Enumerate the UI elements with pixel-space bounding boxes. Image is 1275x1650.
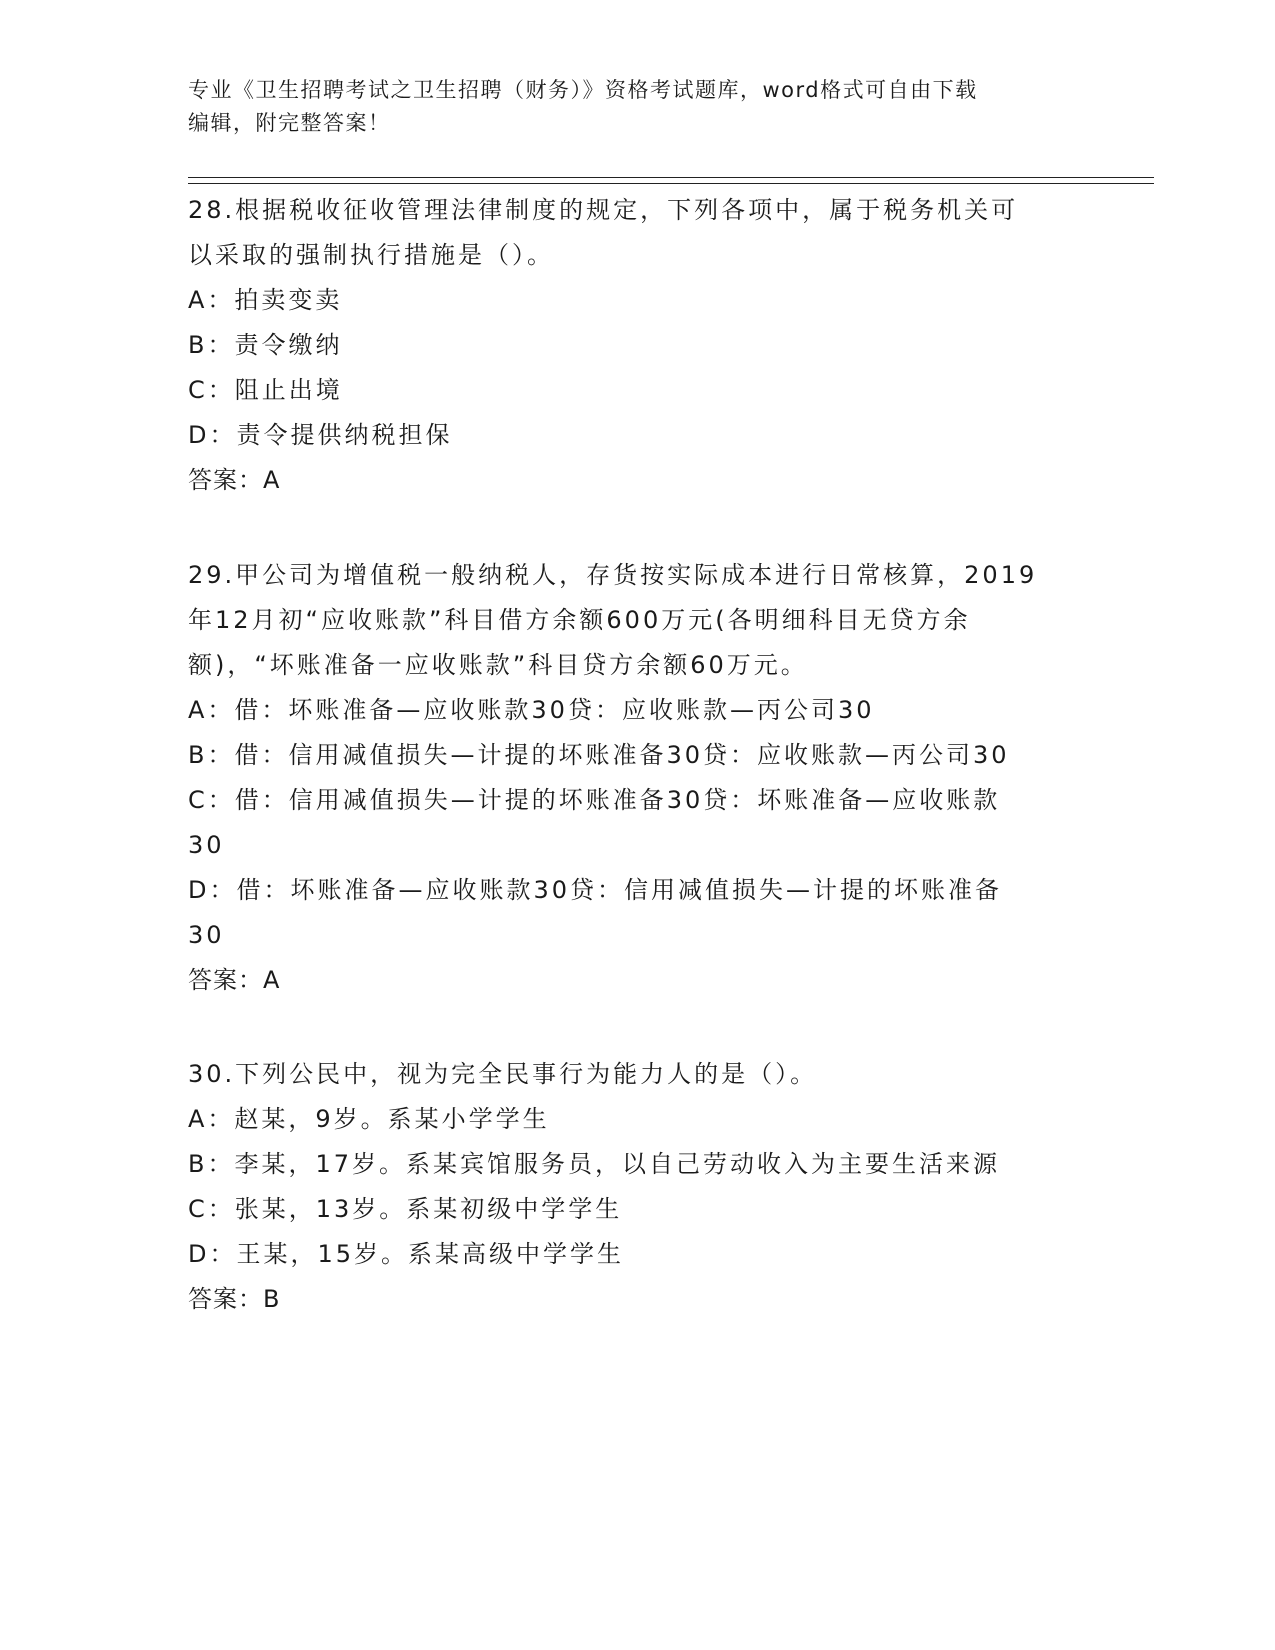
option-d: D：王某，15岁。系某高级中学学生 [188, 1240, 625, 1268]
option-d-continued: 30 [188, 921, 225, 949]
option-c-continued: 30 [188, 831, 225, 859]
option-a: A：拍卖变卖 [188, 286, 343, 314]
header-line-1: 专业《卫生招聘考试之卫生招聘（财务）》资格考试题库，word格式可自由下载 [188, 78, 978, 102]
header-divider-bottom [188, 183, 1154, 184]
option-c: C：阻止出境 [188, 376, 343, 404]
question-29 [188, 553, 1088, 1003]
option-b: B：责令缴纳 [188, 331, 343, 359]
question-30 [188, 1052, 1088, 1322]
option-d: D：借：坏账准备—应收账款30贷：信用减值损失—计提的坏账准备 [188, 876, 1003, 904]
question-stem-line: 额)，“坏账准备一应收账款”科目贷方余额60万元。 [188, 651, 808, 679]
header-divider-top [188, 177, 1154, 178]
header-line-2: 编辑，附完整答案！ [188, 111, 391, 135]
question-28 [188, 188, 1088, 503]
option-a: A：借：坏账准备—应收账款30贷：应收账款—丙公司30 [188, 696, 875, 724]
answer: 答案：B [188, 1285, 281, 1313]
question-stem-line: 28.根据税收征收管理法律制度的规定，下列各项中，属于税务机关可 [188, 196, 1019, 224]
document-header [188, 74, 1088, 140]
option-c: C：借：信用减值损失—计提的坏账准备30贷：坏账准备—应收账款 [188, 786, 1001, 814]
option-b: B：借：信用减值损失—计提的坏账准备30贷：应收账款—丙公司30 [188, 741, 1010, 769]
answer: 答案：A [188, 466, 281, 494]
question-stem-line: 以采取的强制执行措施是（）。 [188, 241, 554, 269]
option-c: C：张某，13岁。系某初级中学学生 [188, 1195, 623, 1223]
answer: 答案：A [188, 966, 281, 994]
option-a: A：赵某，9岁。系某小学学生 [188, 1105, 550, 1133]
question-stem-line: 30.下列公民中，视为完全民事行为能力人的是（）。 [188, 1060, 818, 1088]
question-stem-line: 29.甲公司为增值税一般纳税人，存货按实际成本进行日常核算，2019 [188, 561, 1038, 589]
option-b: B：李某，17岁。系某宾馆服务员，以自己劳动收入为主要生活来源 [188, 1150, 1001, 1178]
question-stem-line: 年12月初“应收账款”科目借方余额600万元(各明细科目无贷方余 [188, 606, 971, 634]
option-d: D：责令提供纳税担保 [188, 421, 453, 449]
